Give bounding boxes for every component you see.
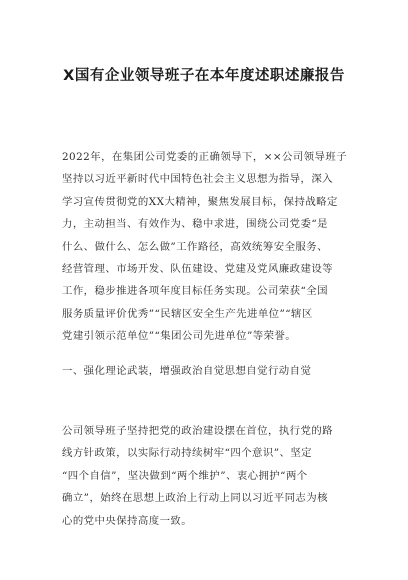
paragraph-line: 确立”，始终在思想上政治上行动上同以习近平同志为核 (62, 492, 328, 505)
paragraph-line: 力，主动担当、有效作为、稳中求进，围绕公司党委“是 (62, 218, 328, 231)
paragraph-line: 学习宣传贯彻党的XX大精神，聚焦发展目标，保持战略定 (62, 195, 338, 208)
paragraph-line: 线方针政策，以实际行动持续树牢“四个意识”、坚定 (62, 447, 313, 460)
paragraph-line: 党建引领示范单位”“集团公司先进单位”等荣誉。 (62, 330, 297, 343)
paragraph-line: 什么、做什么、怎么做”工作路径，高效统筹安全服务、 (62, 240, 328, 253)
paragraph-intro (62, 146, 360, 348)
paragraph-line: 心的党中央保持高度一致。 (62, 514, 193, 527)
paragraph-line: 服务质量评价优秀”“民辖区安全生产先进单位”“辖区 (62, 307, 313, 320)
paragraph-section-one (62, 420, 360, 532)
paragraph-line: 2022年，在集团公司党委的正确领导下，××公司领导班子 (62, 151, 348, 163)
paragraph-line: “四个自信”，坚决做到“两个维护”、衷心拥护“两个 (62, 469, 308, 482)
document-title: X国有企业领导班子在本年度述职述廉报告 (63, 68, 345, 84)
paragraph-line: 公司领导班子坚持把党的政治建设摆在首位，执行党的路 (62, 425, 334, 437)
paragraph-line: 坚持以习近平新时代中国特色社会主义思想为指导，深入 (62, 173, 334, 186)
paragraph-line: 工作，稳步推进各项年度目标任务实现。公司荣获“全国 (62, 285, 328, 298)
section-heading: 一、强化理论武装，增强政治自觉思想自觉行动自觉 (62, 365, 312, 377)
paragraph-line: 经营管理、市场开发、队伍建设、党建及党风廉政建设等 (62, 263, 334, 276)
